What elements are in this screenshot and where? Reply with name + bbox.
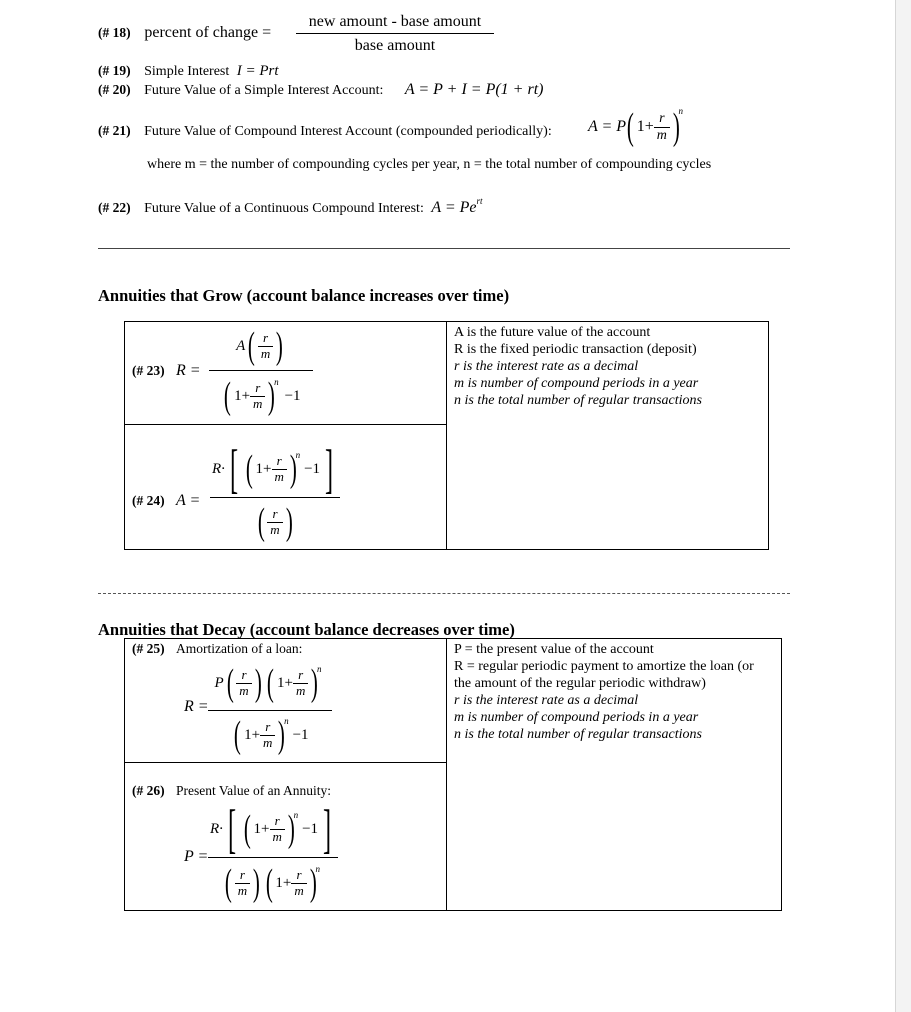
formula-21-where: where m = the number of compounding cycles per year, n = the total number of compounding cycles — [147, 157, 712, 172]
formula-24-fraction — [210, 441, 340, 546]
formula-number: (# 21) — [98, 123, 131, 138]
compound-interest-formula — [588, 108, 687, 146]
exponent-n: n — [295, 450, 301, 460]
section-divider — [98, 248, 790, 249]
right-bracket: ] — [322, 799, 332, 859]
decay-table-divider — [446, 638, 447, 911]
formula-lhs: R = — [176, 362, 201, 379]
one-plus: 1+ — [253, 820, 270, 837]
r-over-m — [654, 111, 670, 143]
exponent-n: n — [315, 864, 320, 874]
formula-25 — [132, 641, 302, 657]
denominator-m: m — [250, 396, 265, 411]
formula-number: (# 24) — [132, 493, 165, 508]
exponent-n: n — [678, 106, 684, 116]
numerator-r: r — [276, 453, 282, 469]
decay-table-row-divider — [124, 762, 447, 763]
left-paren: ( — [226, 662, 234, 704]
fraction-numerator — [209, 322, 313, 371]
formula-25-fraction — [208, 656, 332, 759]
r-over-m — [260, 720, 275, 750]
formula-number: (# 22) — [98, 200, 131, 215]
grow-table-divider — [446, 321, 447, 550]
dashed-divider — [98, 593, 790, 594]
left-paren: ( — [245, 448, 253, 490]
left-paren: ( — [248, 325, 256, 367]
formula-number: (# 23) — [132, 363, 165, 378]
percent-change-fraction — [296, 13, 494, 55]
formula-21 — [98, 123, 552, 140]
fraction-denominator: base amount — [354, 37, 436, 54]
left-paren: ( — [243, 808, 251, 850]
minus-one: −1 — [304, 460, 321, 477]
formula-20 — [98, 81, 543, 99]
fraction-numerator — [208, 801, 338, 858]
fraction-denominator — [208, 711, 332, 759]
formula-number: (# 26) — [132, 783, 165, 798]
numerator-r: r — [274, 813, 280, 829]
formula-number: (# 18) — [98, 25, 131, 40]
fraction-denominator — [209, 371, 313, 421]
r-over-m — [250, 381, 265, 411]
var-R: R· — [209, 820, 223, 837]
left-paren: ( — [234, 714, 242, 756]
formula-23 — [132, 362, 201, 380]
formula-24 — [132, 492, 200, 510]
r-over-m — [291, 868, 306, 898]
desc-line: r is the interest rate as a decimal — [454, 693, 639, 708]
left-bracket: [ — [229, 439, 238, 499]
formula-number: (# 19) — [98, 63, 131, 78]
one-plus: 1+ — [636, 118, 654, 135]
right-paren: ) — [311, 662, 319, 704]
decay-section-title: Annuities that Decay (account balance decreases over time) — [98, 620, 515, 639]
formula-number: (# 25) — [132, 641, 165, 656]
formula-label: Present Value of an Annuity: — [176, 783, 331, 798]
desc-line: P = the present value of the account — [454, 642, 654, 657]
left-paren: ( — [257, 501, 265, 543]
minus-one: −1 — [284, 387, 301, 404]
right-paren: ) — [278, 714, 286, 756]
numerator-r: r — [241, 667, 247, 683]
denominator-m: m — [293, 683, 308, 698]
numerator-r: r — [298, 667, 304, 683]
desc-line: R is the fixed periodic transaction (deposit) — [454, 342, 697, 357]
r-over-m — [236, 668, 251, 698]
var-R: R· — [211, 460, 225, 477]
one-plus: 1+ — [234, 387, 251, 404]
numerator-r: r — [263, 330, 269, 346]
right-paren: ) — [285, 501, 293, 543]
denominator-m: m — [270, 829, 285, 844]
denominator-m: m — [267, 522, 282, 537]
formula-lhs: A = P — [588, 118, 627, 135]
formula-label: Future Value of Compound Interest Account (compounded periodically): — [144, 124, 552, 139]
exponent-n: n — [284, 716, 289, 726]
fraction-numerator — [210, 441, 340, 498]
numerator-r: r — [239, 867, 245, 883]
fraction-numerator: new amount - base amount — [296, 13, 494, 34]
left-bracket: [ — [227, 799, 236, 859]
right-paren: ) — [268, 375, 276, 417]
right-paren: ) — [287, 808, 295, 850]
formula-23-fraction — [209, 322, 313, 421]
exponent-n: n — [317, 664, 322, 674]
formula-label: Future Value of a Simple Interest Account: — [144, 83, 384, 98]
grow-variable-descriptions — [454, 324, 702, 409]
one-plus: 1+ — [275, 874, 292, 891]
decay-variable-descriptions — [454, 641, 754, 743]
var-P: P — [214, 674, 224, 691]
right-paren: ) — [672, 106, 680, 148]
desc-line: R = regular periodic payment to amortize the loan (or — [454, 659, 754, 674]
left-paren: ( — [267, 662, 275, 704]
denominator-m: m — [236, 683, 251, 698]
left-paren: ( — [626, 106, 634, 148]
r-over-m — [267, 507, 282, 537]
right-paren: ) — [289, 448, 297, 490]
formula-expression: A = P + I = P(1 + rt) — [404, 81, 544, 98]
fraction-denominator — [208, 858, 338, 908]
desc-line: m is number of compound periods in a year — [454, 710, 699, 725]
desc-line: A is the future value of the account — [454, 325, 651, 340]
one-plus: 1+ — [277, 674, 293, 691]
formula-label: Simple Interest — [144, 64, 230, 79]
formula-26-fraction — [208, 801, 338, 908]
desc-line: the amount of the regular periodic withdraw) — [454, 676, 706, 691]
denominator-m: m — [235, 883, 250, 898]
exponent-n: n — [274, 377, 279, 387]
minus-one: −1 — [302, 820, 319, 837]
left-paren: ( — [265, 862, 273, 904]
one-plus: 1+ — [244, 726, 261, 743]
r-over-m — [235, 868, 250, 898]
fraction-denominator — [210, 498, 340, 546]
desc-line: n is the total number of regular transactions — [454, 727, 702, 742]
formula-label: Amortization of a loan: — [176, 641, 303, 656]
denominator-m: m — [272, 469, 287, 484]
vertical-scrollbar[interactable] — [895, 0, 911, 1012]
one-plus: 1+ — [255, 460, 272, 477]
numerator-r: r — [296, 867, 302, 883]
formula-18 — [98, 24, 271, 42]
grow-section-title: Annuities that Grow (account balance increases over time) — [98, 286, 510, 305]
desc-line: m is number of compound periods in a year — [454, 376, 699, 391]
formula-lhs: R = — [184, 698, 209, 715]
exponent-n: n — [293, 810, 299, 820]
left-paren: ( — [224, 375, 232, 417]
formula-label: percent of change = — [144, 24, 272, 41]
var-A: A — [236, 337, 246, 354]
formula-19 — [98, 63, 279, 80]
numerator-r: r — [659, 111, 665, 127]
formula-22 — [98, 196, 483, 217]
grow-table-row-divider — [124, 424, 447, 425]
formula-lhs: A = — [176, 492, 201, 509]
formula-expression: A = Pe — [431, 199, 477, 216]
right-paren: ) — [309, 862, 317, 904]
numerator-r: r — [272, 506, 278, 522]
r-over-m — [270, 814, 285, 844]
denominator-m: m — [260, 735, 275, 750]
formula-expression: I = Prt — [236, 63, 279, 79]
desc-line: n is the total number of regular transactions — [454, 393, 702, 408]
r-over-m — [272, 454, 287, 484]
right-bracket: ] — [324, 439, 334, 499]
numerator-r: r — [255, 380, 261, 396]
minus-one: −1 — [292, 726, 309, 743]
numerator-r: r — [265, 719, 271, 735]
fraction-numerator — [208, 656, 332, 711]
denominator-m: m — [258, 346, 273, 361]
right-paren: ) — [254, 662, 262, 704]
r-over-m — [258, 331, 273, 361]
formula-26 — [132, 783, 331, 799]
right-paren: ) — [276, 325, 284, 367]
denominator-m: m — [654, 127, 670, 143]
r-over-m — [293, 668, 308, 698]
right-paren: ) — [252, 862, 260, 904]
exponent-rt: rt — [476, 196, 483, 206]
denominator-m: m — [291, 883, 306, 898]
left-paren: ( — [224, 862, 232, 904]
formula-lhs: P = — [184, 848, 209, 865]
formula-label: Future Value of a Continuous Compound Interest: — [144, 201, 424, 216]
desc-line: r is the interest rate as a decimal — [454, 359, 639, 374]
formula-number: (# 20) — [98, 82, 131, 97]
